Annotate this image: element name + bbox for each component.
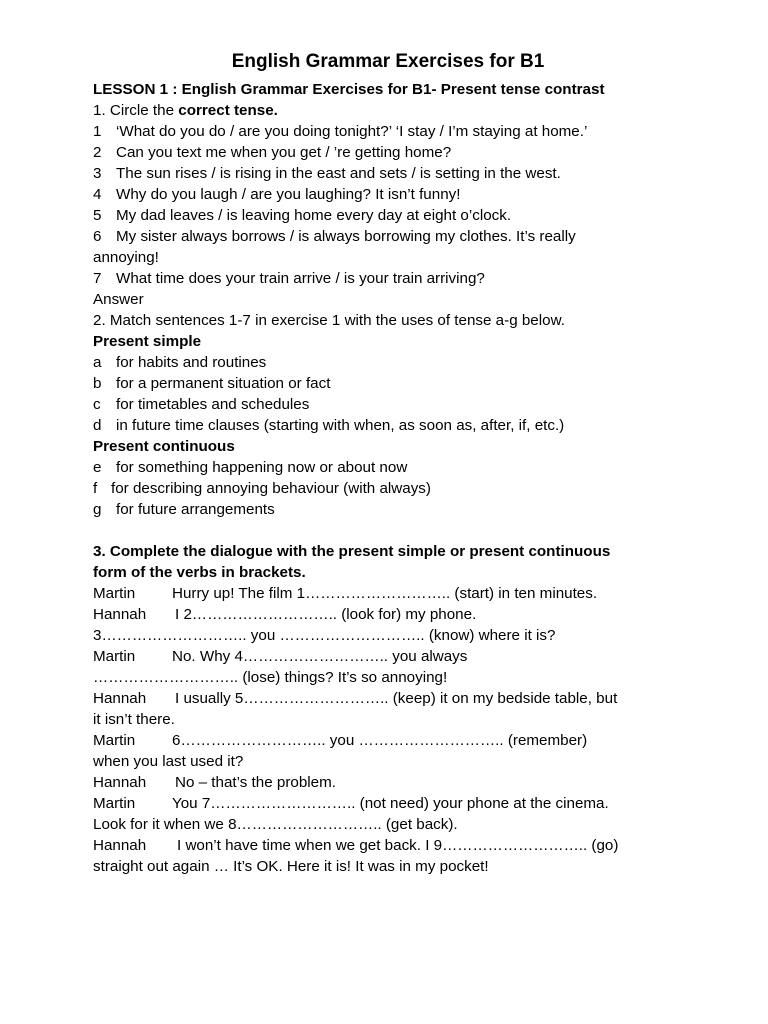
dialogue-line [93,583,683,604]
item-text: The sun rises / is rising in the east and sets / is setting in the west. [116,165,561,182]
item-text: for describing annoying behaviour (with always) [111,480,431,497]
dialogue-line [93,709,683,730]
item-number: 6 [93,228,102,245]
item-text: Can you text me when you get / ’re getting home? [116,144,452,161]
exercise-1-item-continuation [93,247,683,268]
dialogue-line [93,814,683,835]
dialogue-line [93,604,683,625]
exercise-3-instruction-continuation: form of the verbs in brackets. [93,564,306,581]
item-text: My dad leaves / is leaving home every day at eight o’clock. [116,207,512,224]
exercise-2-instruction: 2. Match sentences 1-7 in exercise 1 with the uses of tense a-g below. [93,312,565,329]
present-continuous-heading: Present continuous [93,438,235,455]
speaker-name: Hannah [93,837,147,854]
dialogue-line [93,730,683,751]
dialogue-text: straight out again … It’s OK. Here it is! It was in my pocket! [93,858,489,875]
exercise-1-item [93,184,683,205]
exercise-1-item [93,163,683,184]
speaker-name: Martin [93,795,136,812]
dialogue-line [93,835,683,856]
item-text: What time does your train arrive / is your train arriving? [116,270,485,287]
item-text: for habits and routines [116,354,267,371]
dialogue-text: Look for it when we 8……………………….. (get back). [93,816,458,833]
item-number: 3 [93,165,102,182]
tense-use-item [93,415,683,436]
item-text: My sister always borrows / is always borrowing my clothes. It’s really [116,228,576,245]
dialogue-text: 3……………………….. you ……………………….. (know) where it is? [93,627,556,644]
item-text: for something happening now or about now [116,459,408,476]
exercise-1-item [93,268,683,289]
dialogue-line [93,856,683,877]
tense-use-item [93,373,683,394]
item-text: ‘What do you do / are you doing tonight?’ ‘I stay / I’m staying at home.’ [116,123,588,140]
dialogue-line [93,667,683,688]
dialogue-text: Hurry up! The film 1……………………….. (start) in ten minutes. [172,585,598,602]
answer-label: Answer [93,291,144,308]
document-page [93,48,683,877]
dialogue-text: I won’t have time when we get back. I 9……………………….. (go) [177,837,619,854]
tense-use-item [93,394,683,415]
item-letter: a [93,354,102,371]
exercise-1-instruction-prefix: 1. Circle the [93,102,179,119]
dialogue-line [93,751,683,772]
item-number: 5 [93,207,102,224]
exercise-1-instruction-bold: correct tense. [178,102,278,119]
section-spacer [93,520,683,541]
speaker-name: Martin [93,732,136,749]
item-letter: b [93,375,102,392]
dialogue-text: 6……………………….. you ……………………….. (remember) [172,732,588,749]
exercise-1-instruction [93,100,683,121]
dialogue-text: No – that’s the problem. [175,774,336,791]
speaker-name: Hannah [93,690,147,707]
dialogue-text: No. Why 4……………………….. you always [172,648,468,665]
dialogue-text: You 7……………………….. (not need) your phone at the cinema. [172,795,609,812]
dialogue-text: I usually 5……………………….. (keep) it on my bedside table, but [175,690,618,707]
exercise-1-item [93,121,683,142]
item-text: in future time clauses (starting with when, as soon as, after, if, etc.) [116,417,565,434]
dialogue-text: I 2……………………….. (look for) my phone. [175,606,477,623]
item-text: Why do you laugh / are you laughing? It isn’t funny! [116,186,461,203]
item-number: 7 [93,270,102,287]
speaker-name: Martin [93,585,136,602]
tense-use-item [93,457,683,478]
dialogue-line [93,625,683,646]
dialogue-text: ……………………….. (lose) things? It’s so annoying! [93,669,448,686]
exercise-1-item [93,205,683,226]
item-number: 2 [93,144,102,161]
speaker-name: Hannah [93,774,147,791]
item-letter: d [93,417,102,434]
speaker-name: Martin [93,648,136,665]
dialogue-text: when you last used it? [93,753,244,770]
tense-use-item [93,478,683,499]
item-letter: f [93,480,98,497]
speaker-name: Hannah [93,606,147,623]
item-letter: e [93,459,102,476]
dialogue-line [93,646,683,667]
tense-use-item [93,352,683,373]
dialogue-text: it isn’t there. [93,711,175,728]
exercise-3-instruction: 3. Complete the dialogue with the present simple or present continuous [93,543,611,560]
item-number: 1 [93,123,102,140]
exercise-1-item [93,226,683,247]
item-number: 4 [93,186,102,203]
dialogue-line [93,772,683,793]
exercise-1-item [93,142,683,163]
document-title: English Grammar Exercises for B1 [231,51,545,72]
item-text: for timetables and schedules [116,396,310,413]
dialogue-line [93,688,683,709]
item-text: for future arrangements [116,501,275,518]
present-simple-heading: Present simple [93,333,202,350]
item-text: annoying! [93,249,159,266]
lesson-heading: LESSON 1 : English Grammar Exercises for B1- Present tense contrast [93,81,605,98]
tense-use-item [93,499,683,520]
item-letter: c [93,396,101,413]
item-letter: g [93,501,102,518]
dialogue-line [93,793,683,814]
item-text: for a permanent situation or fact [116,375,331,392]
